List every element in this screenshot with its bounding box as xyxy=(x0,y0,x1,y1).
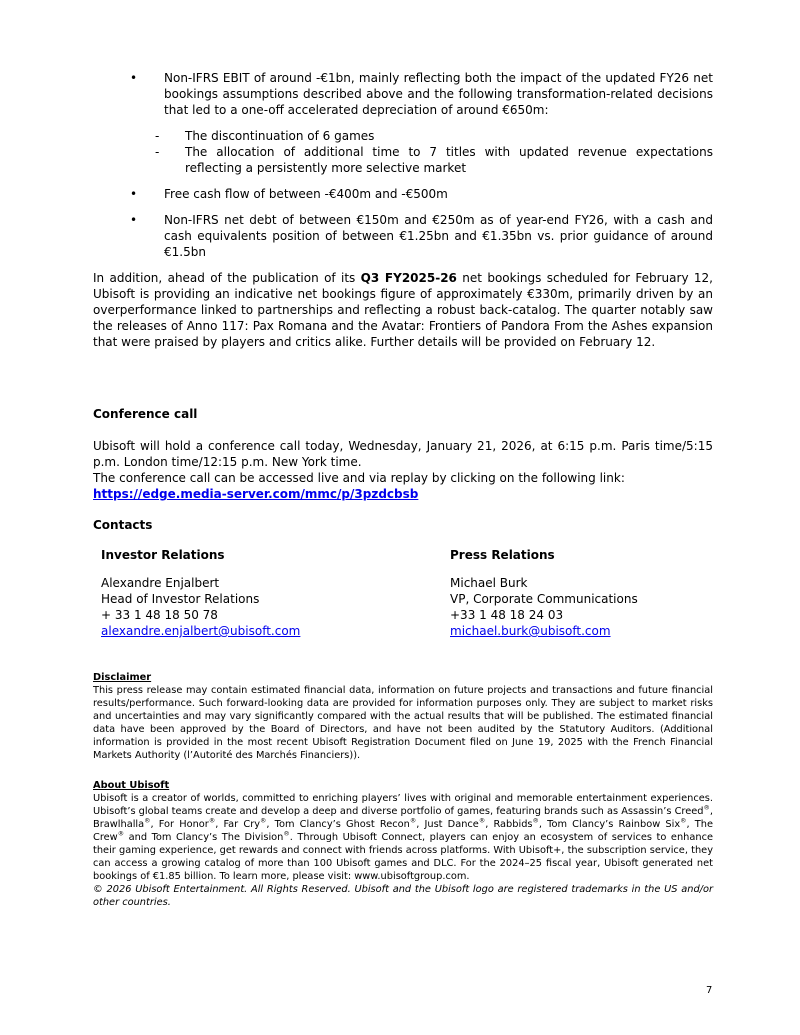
investor-relations-block xyxy=(101,547,450,639)
disclaimer-section xyxy=(93,671,713,762)
contact-role: Head of Investor Relations xyxy=(101,592,260,606)
sub-item-text: The discontinuation of 6 games xyxy=(185,129,375,143)
bullet-item-ebit xyxy=(93,70,713,176)
contact-role: VP, Corporate Communications xyxy=(450,592,638,606)
press-relations-block xyxy=(450,547,713,639)
about-ubisoft-heading: About Ubisoft xyxy=(93,780,170,791)
sub-item-discontinuation xyxy=(155,128,713,144)
conference-call-link[interactable]: https://edge.media-server.com/mmc/p/3pzdcbsb xyxy=(93,487,419,501)
disclaimer-heading: Disclaimer xyxy=(93,672,152,683)
q3-bookings-paragraph xyxy=(93,270,713,350)
press-relations-details xyxy=(450,575,713,639)
conference-call-paragraph xyxy=(93,438,713,502)
contacts-heading: Contacts xyxy=(93,518,153,532)
contact-phone: +33 1 48 18 24 03 xyxy=(450,608,564,622)
bullet-text: Free cash flow of between -€400m and -€500m xyxy=(164,187,448,201)
paragraph-text: net bookings scheduled for February 12, Ubisoft is providing an indicative net bookings figure of approximately €330m, primarily driven by an overperformance linked to partnerships and reflecting a robust back-catalog. The quarter notably saw the releases of Anno 117: Pax Romana and the Avatar: Frontiers of Pandora From the Ashes expansion that were praised by players and critics alike. Further details will be provided on February 12. xyxy=(93,271,713,349)
bullet-item-free-cash-flow xyxy=(93,186,713,202)
contact-name: Michael Burk xyxy=(450,576,528,590)
about-ubisoft-text: Ubisoft is a creator of worlds, committed to enriching players’ lives with original and memorable entertainment experiences. Ubisoft’s global teams create and develop a deep and diverse portfolio of games, featuring brands such as Assassin’s Creed®, Brawlhalla®, For Honor®, Far Cry®, Tom Clancy’s Ghost Recon®, Just Dance®, Rabbids®, Tom Clancy’s Rainbow Six®, The Crew® and Tom Clancy’s The Division®. Through Ubisoft Connect, players can enjoy an ecosystem of services to enhance their gaming experience, get rewards and connect with friends across platforms. With Ubisoft+, the subscription service, they can access a growing catalog of more than 100 Ubisoft games and DLC. For the 2024–25 fiscal year, Ubisoft generated net bookings of €1.85 billion. To learn more, please visit: www.ubisoftgroup.com. xyxy=(93,793,714,882)
conference-call-access-text: The conference call can be accessed live and via replay by clicking on the following link: xyxy=(93,471,625,485)
page-content xyxy=(93,0,713,909)
page-number: 7 xyxy=(706,985,713,996)
investor-relations-details xyxy=(101,575,450,639)
bullet-item-net-debt xyxy=(93,212,713,260)
sub-item-text: The allocation of additional time to 7 titles with updated revenue expectations reflecting a persistently more selective market xyxy=(185,145,713,175)
press-relations-title: Press Relations xyxy=(450,548,555,562)
contact-phone: + 33 1 48 18 50 78 xyxy=(101,608,218,622)
copyright-text: © 2026 Ubisoft Entertainment. All Rights Reserved. Ubisoft and the Ubisoft logo are registered trademarks in the US and/or other countries. xyxy=(93,884,713,908)
investor-relations-title: Investor Relations xyxy=(101,548,225,562)
bullet-text: Non-IFRS net debt of between €150m and €250m as of year-end FY26, with a cash and cash equivalents position of between €1.25bn and €1.35bn vs. prior guidance of around €1.5bn xyxy=(164,213,713,259)
bullet-text: Non-IFRS EBIT of around -€1bn, mainly reflecting both the impact of the updated FY26 net bookings assumptions described above and the following transformation-related decisions that led to a one-off accelerated depreciation of around €650m: xyxy=(164,71,713,117)
contact-name: Alexandre Enjalbert xyxy=(101,576,220,590)
about-ubisoft-section xyxy=(93,779,713,909)
ebit-sub-list xyxy=(155,128,713,176)
investor-email-link[interactable]: alexandre.enjalbert@ubisoft.com xyxy=(101,624,301,638)
q3-fy2025-26-label: Q3 FY2025-26 xyxy=(360,271,457,285)
conference-call-schedule-text: Ubisoft will hold a conference call today, Wednesday, January 21, 2026, at 6:15 p.m. Paris time/5:15 p.m. London time/12:15 p.m. New York time. xyxy=(93,439,713,469)
paragraph-text: In addition, ahead of the publication of its xyxy=(93,271,361,285)
sub-item-additional-time xyxy=(155,144,713,176)
guidance-bullet-list xyxy=(93,70,713,260)
press-email-link[interactable]: michael.burk@ubisoft.com xyxy=(450,624,611,638)
contacts-columns xyxy=(101,547,713,639)
disclaimer-text: This press release may contain estimated financial data, information on future projects and transactions and future financial results/performance. Such forward-looking data are provided for information purposes only. They are subject to market risks and uncertainties and may vary significantly compared with the actual results that will be published. The estimated financial data have been approved by the Board of Directors, and have not been audited by the Statutory Auditors. (Additional information is provided in the most recent Ubisoft Registration Document filed on June 19, 2025 with the French Financial Markets Authority (l’Autorité des Marchés Financiers)). xyxy=(93,685,713,761)
conference-call-heading: Conference call xyxy=(93,407,198,421)
